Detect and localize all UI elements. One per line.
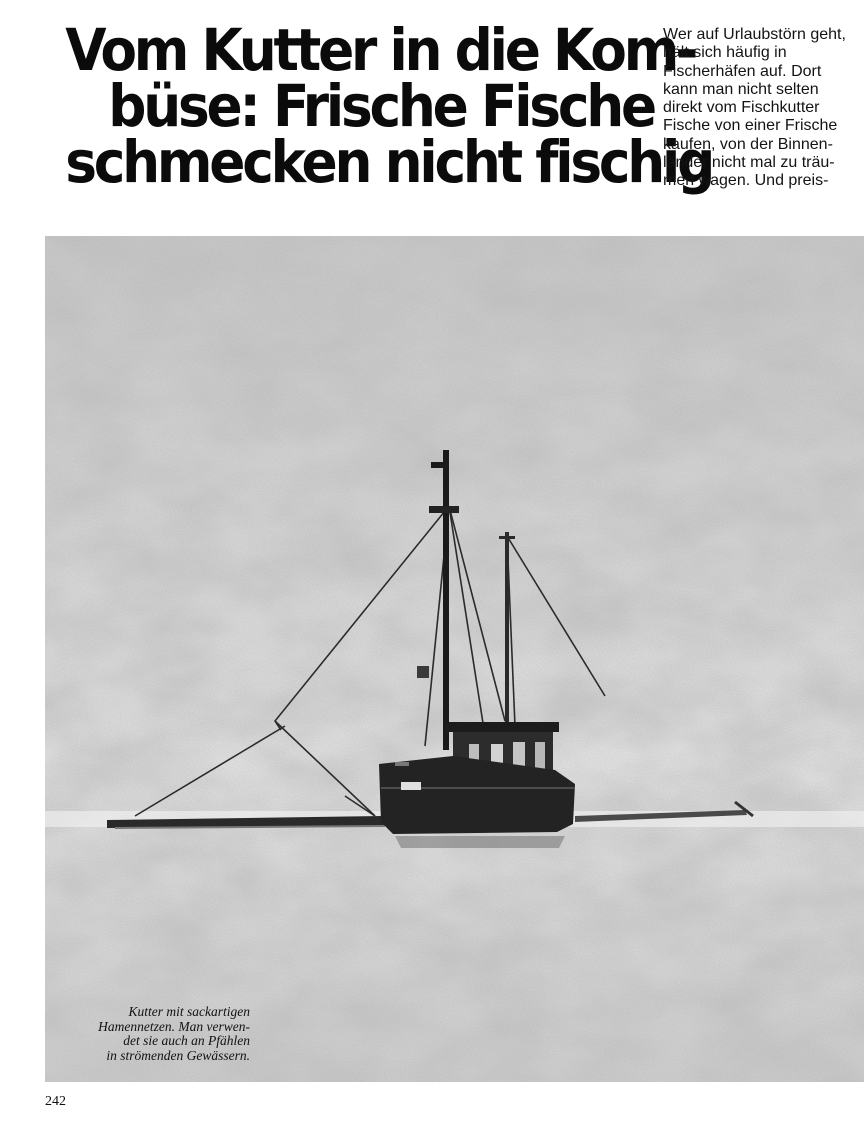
intro-line: direkt vom Fischkutter [663, 99, 820, 117]
caption-line: Kutter mit sackartigen [128, 1004, 250, 1019]
intro-line: Fischerhäfen auf. Dort [663, 62, 822, 80]
headline-line: Vom Kutter in die Kom- [65, 16, 695, 84]
photo-caption [30, 1005, 250, 1063]
intro-line: kann man nicht selten [663, 80, 819, 98]
intro-line: Wer auf Urlaubstörn geht, [663, 26, 846, 43]
caption-line: in strömenden Gewässern. [106, 1047, 250, 1063]
photo-illustration [45, 236, 864, 1082]
article-headline [65, 16, 713, 196]
intro-text [663, 26, 863, 191]
headline-line: büse: Frische Fische [108, 72, 654, 140]
fishing-cutter-photo [45, 236, 864, 1082]
intro-line: länder nicht mal zu träu- [663, 154, 835, 172]
intro-line: Fische von einer Frische [663, 117, 838, 135]
headline-line: schmecken nicht fischig [65, 128, 713, 196]
intro-line: men wagen. Und preis- [663, 172, 829, 190]
page-number: 242 [45, 1094, 66, 1109]
caption-line: det sie auch an Pfählen [123, 1033, 250, 1049]
intro-line: hält sich häufig in [663, 44, 787, 62]
caption-line: Hamennetzen. Man verwen- [98, 1018, 250, 1034]
intro-line: kaufen, von der Binnen- [663, 135, 833, 153]
